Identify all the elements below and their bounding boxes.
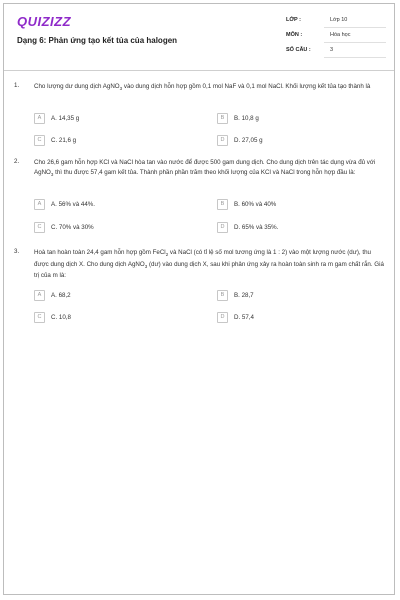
question-number: 1. <box>14 82 20 89</box>
worksheet-header <box>4 4 394 64</box>
option-letter-box: A <box>34 290 45 301</box>
option-letter-box: A <box>34 199 45 210</box>
question-number: 3. <box>14 248 20 255</box>
option-c[interactable] <box>34 312 71 323</box>
option-letter-box: D <box>217 312 228 323</box>
header-divider <box>4 70 394 71</box>
option-text: A. 68,2 <box>51 292 71 299</box>
question-text-part: Hoà tan hoàn toàn 24,4 gam hỗn hợp gồm FeCl <box>34 249 166 256</box>
option-text: B. 60% và 40% <box>234 201 277 208</box>
option-c[interactable] <box>34 135 76 146</box>
option-text: C. 70% và 30% <box>51 224 94 231</box>
option-text: A. 56% và 44%. <box>51 201 96 208</box>
option-text: D. 57,4 <box>234 314 254 321</box>
meta-label: LỚP : <box>286 17 301 23</box>
option-b[interactable] <box>217 290 254 301</box>
option-d[interactable] <box>217 222 278 233</box>
question-text <box>34 158 386 179</box>
option-text: A. 14,35 g <box>51 115 80 122</box>
meta-row-count <box>286 43 386 58</box>
subscript: 3 <box>144 263 148 269</box>
option-text: C. 10,8 <box>51 314 71 321</box>
option-a[interactable] <box>34 113 79 124</box>
meta-row-subject <box>286 28 386 43</box>
option-c[interactable] <box>34 222 94 233</box>
option-d[interactable] <box>217 135 263 146</box>
subscript: 3 <box>50 171 54 177</box>
question-text-part: vào dung dịch hỗn hợp gồm 0,1 mol NaF và 0,1 mol NaCl. Khối lượng kết tủa tạo thành là <box>122 83 371 90</box>
option-letter-box: C <box>34 135 45 146</box>
meta-label: MÔN : <box>286 32 303 38</box>
option-letter-box: C <box>34 222 45 233</box>
page-title: Dạng 6: Phản ứng tạo kết tủa của halogen <box>17 36 178 45</box>
option-letter-box: B <box>217 290 228 301</box>
option-text: C. 21,6 g <box>51 137 77 144</box>
question-text <box>34 248 386 281</box>
meta-row-class <box>286 13 386 28</box>
question-text-part: và NaCl (có tỉ lệ số mol tương ứng là 1 : 2) vào một lượng nước (dư), thu được dung dịch X. Cho dung dịch AgNO <box>34 249 371 268</box>
meta-value: 3 <box>330 47 334 53</box>
option-text: D. 27,05 g <box>234 137 263 144</box>
option-letter-box: D <box>217 222 228 233</box>
option-b[interactable] <box>217 113 259 124</box>
option-letter-box: B <box>217 113 228 124</box>
question-text-part: Cho lượng dư dung dịch AgNO <box>34 83 120 90</box>
quizizz-logo: QUIZIZZ <box>17 14 72 29</box>
option-letter-box: B <box>217 199 228 210</box>
option-letter-box: C <box>34 312 45 323</box>
meta-table <box>286 13 386 58</box>
subscript: 2 <box>165 252 169 258</box>
question-text-part: Cho 26,6 gam hỗn hợp KCl và NaCl hòa tan vào nước để được 500 gam dung dịch. Cho dung dịch trên tác dụng vừa đủ với AgNO <box>34 159 376 176</box>
option-a[interactable] <box>34 199 95 210</box>
option-d[interactable] <box>217 312 254 323</box>
option-a[interactable] <box>34 290 71 301</box>
question-number: 2. <box>14 158 20 165</box>
meta-value: Hóa học <box>330 32 351 38</box>
option-text: B. 10,8 g <box>234 115 259 122</box>
subscript: 3 <box>119 86 123 92</box>
option-letter-box: A <box>34 113 45 124</box>
option-letter-box: D <box>217 135 228 146</box>
question-text-part: (dư) vào dung dịch X, sau khi phản ứng xảy ra hoàn toàn sinh ra m gam chất rắn. Giá trị của m là: <box>34 260 384 280</box>
meta-label: SỐ CÂU : <box>286 47 311 53</box>
meta-value: Lớp 10 <box>330 17 348 23</box>
option-b[interactable] <box>217 199 276 210</box>
option-text: D. 65% và 35%. <box>234 224 279 231</box>
question-text-part: thì thu được 57,4 gam kết tủa. Thành phần phần trăm theo khối lượng của KCl và NaCl trong hỗn hợp đầu là: <box>53 168 356 176</box>
option-text: B. 28,7 <box>234 292 254 299</box>
worksheet-page <box>3 3 395 595</box>
question-text <box>34 82 386 94</box>
